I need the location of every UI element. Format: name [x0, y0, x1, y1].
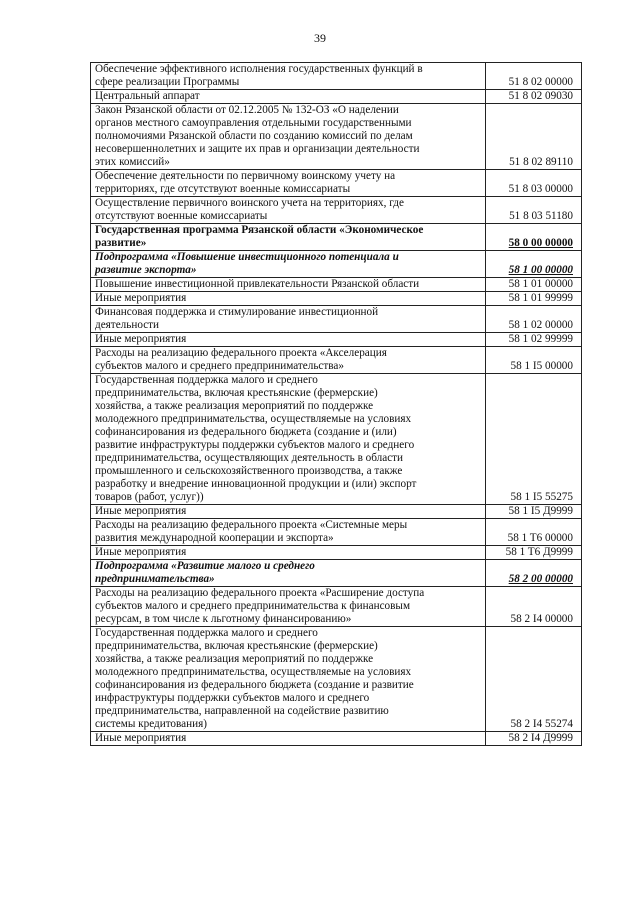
- expense-name-cell: Повышение инвестиционной привлекательности Рязанской области: [91, 278, 486, 292]
- expense-name-cell: Расходы на реализацию федерального проекта «Системные меры развития международной кооперации и экспорта»: [91, 519, 486, 546]
- expense-name-cell: Расходы на реализацию федерального проекта «Акселерация субъектов малого и среднего предпринимательства»: [91, 347, 486, 374]
- classification-code-cell: 58 1 00 00000: [486, 251, 582, 278]
- page-number: 39: [314, 31, 326, 45]
- table-row: [91, 374, 582, 505]
- expense-name-cell: Государственная поддержка малого и среднего предпринимательства, включая крестьянские (фермерские) хозяйства, а также реализация мероприятий по поддержке молодежного предпринимательства, осуществляемые на условиях софинансирования из федерального бюджета (создание и (или) развитие инфраструктуры поддержки субъектов малого и среднего предпринимательства, осуществляющих деятельность в области промышленного и сельскохозяйственного производства, а также разработку и внедрение инновационной продукции и (или) экспорт товаров (работ, услуг)): [91, 374, 486, 505]
- table-row: [91, 292, 582, 306]
- table-row: [91, 278, 582, 292]
- table-row: [91, 197, 582, 224]
- classification-code-cell: 58 1 I5 55275: [486, 374, 582, 505]
- table-body: [91, 63, 582, 746]
- expense-name-cell: Государственная программа Рязанской области «Экономическое развитие»: [91, 224, 486, 251]
- table-row: [91, 90, 582, 104]
- expense-name-cell: Финансовая поддержка и стимулирование инвестиционной деятельности: [91, 306, 486, 333]
- classification-code-cell: 58 1 T6 00000: [486, 519, 582, 546]
- program-row: [91, 224, 582, 251]
- classification-code-cell: 58 2 I4 55274: [486, 627, 582, 732]
- classification-code-cell: 51 8 03 00000: [486, 170, 582, 197]
- expense-name-cell: Иные мероприятия: [91, 333, 486, 347]
- classification-code-cell: 58 1 01 00000: [486, 278, 582, 292]
- classification-code-cell: 51 8 02 09030: [486, 90, 582, 104]
- classification-code-cell: 51 8 02 89110: [486, 104, 582, 170]
- expense-name-cell: Иные мероприятия: [91, 732, 486, 746]
- expense-name-cell: Подпрограмма «Развитие малого и среднего предпринимательства»: [91, 560, 486, 587]
- classification-code-cell: 58 1 I5 Д9999: [486, 505, 582, 519]
- expense-name-cell: Государственная поддержка малого и среднего предпринимательства, включая крестьянские (фермерские) хозяйства, а также реализация мероприятий по поддержке молодежного предпринимательства, осуществляемые на условиях софинансирования из федерального бюджета (создание и развитие инфраструктуры поддержки субъектов малого и среднего предпринимательства, направленной на содействие развитию системы кредитования): [91, 627, 486, 732]
- expense-name-cell: Закон Рязанской области от 02.12.2005 № 132-ОЗ «О наделении органов местного самоуправления отдельными государственными полномочиями Рязанской области по созданию комиссий по делам несовершеннолетних и защите их прав и организации деятельности этих комиссий»: [91, 104, 486, 170]
- classification-code-cell: 58 1 02 00000: [486, 306, 582, 333]
- expense-name-cell: Иные мероприятия: [91, 505, 486, 519]
- subprogram-row: [91, 251, 582, 278]
- expense-name-cell: Обеспечение деятельности по первичному воинскому учету на территориях, где отсутствуют военные комиссариаты: [91, 170, 486, 197]
- classification-code-cell: 51 8 03 51180: [486, 197, 582, 224]
- classification-code-cell: 58 1 T6 Д9999: [486, 546, 582, 560]
- table-row: [91, 587, 582, 627]
- table-row: [91, 170, 582, 197]
- table-row: [91, 627, 582, 732]
- classification-code-cell: 58 2 I4 Д9999: [486, 732, 582, 746]
- table-row: [91, 63, 582, 90]
- expense-name-cell: Центральный аппарат: [91, 90, 486, 104]
- table-row: [91, 333, 582, 347]
- table-row: [91, 306, 582, 333]
- table-row: [91, 347, 582, 374]
- classification-code-cell: 58 1 01 99999: [486, 292, 582, 306]
- budget-classification-table: [90, 62, 582, 746]
- classification-code-cell: 58 0 00 00000: [486, 224, 582, 251]
- expense-name-cell: Осуществление первичного воинского учета на территориях, где отсутствуют военные комиссариаты: [91, 197, 486, 224]
- table-row: [91, 519, 582, 546]
- classification-code-cell: 51 8 02 00000: [486, 63, 582, 90]
- classification-code-cell: 58 2 I4 00000: [486, 587, 582, 627]
- expense-name-cell: Обеспечение эффективного исполнения государственных функций в сфере реализации Программы: [91, 63, 486, 90]
- classification-code-cell: 58 1 I5 00000: [486, 347, 582, 374]
- expense-name-cell: Иные мероприятия: [91, 292, 486, 306]
- classification-code-cell: 58 1 02 99999: [486, 333, 582, 347]
- subprogram-row: [91, 560, 582, 587]
- table-row: [91, 104, 582, 170]
- table-row: [91, 546, 582, 560]
- expense-name-cell: Подпрограмма «Повышение инвестиционного потенциала и развитие экспорта»: [91, 251, 486, 278]
- classification-code-cell: 58 2 00 00000: [486, 560, 582, 587]
- expense-name-cell: Расходы на реализацию федерального проекта «Расширение доступа субъектов малого и среднего предпринимательства к финансовым ресурсам, в том числе к льготному финансированию»: [91, 587, 486, 627]
- table-row: [91, 732, 582, 746]
- table-row: [91, 505, 582, 519]
- expense-name-cell: Иные мероприятия: [91, 546, 486, 560]
